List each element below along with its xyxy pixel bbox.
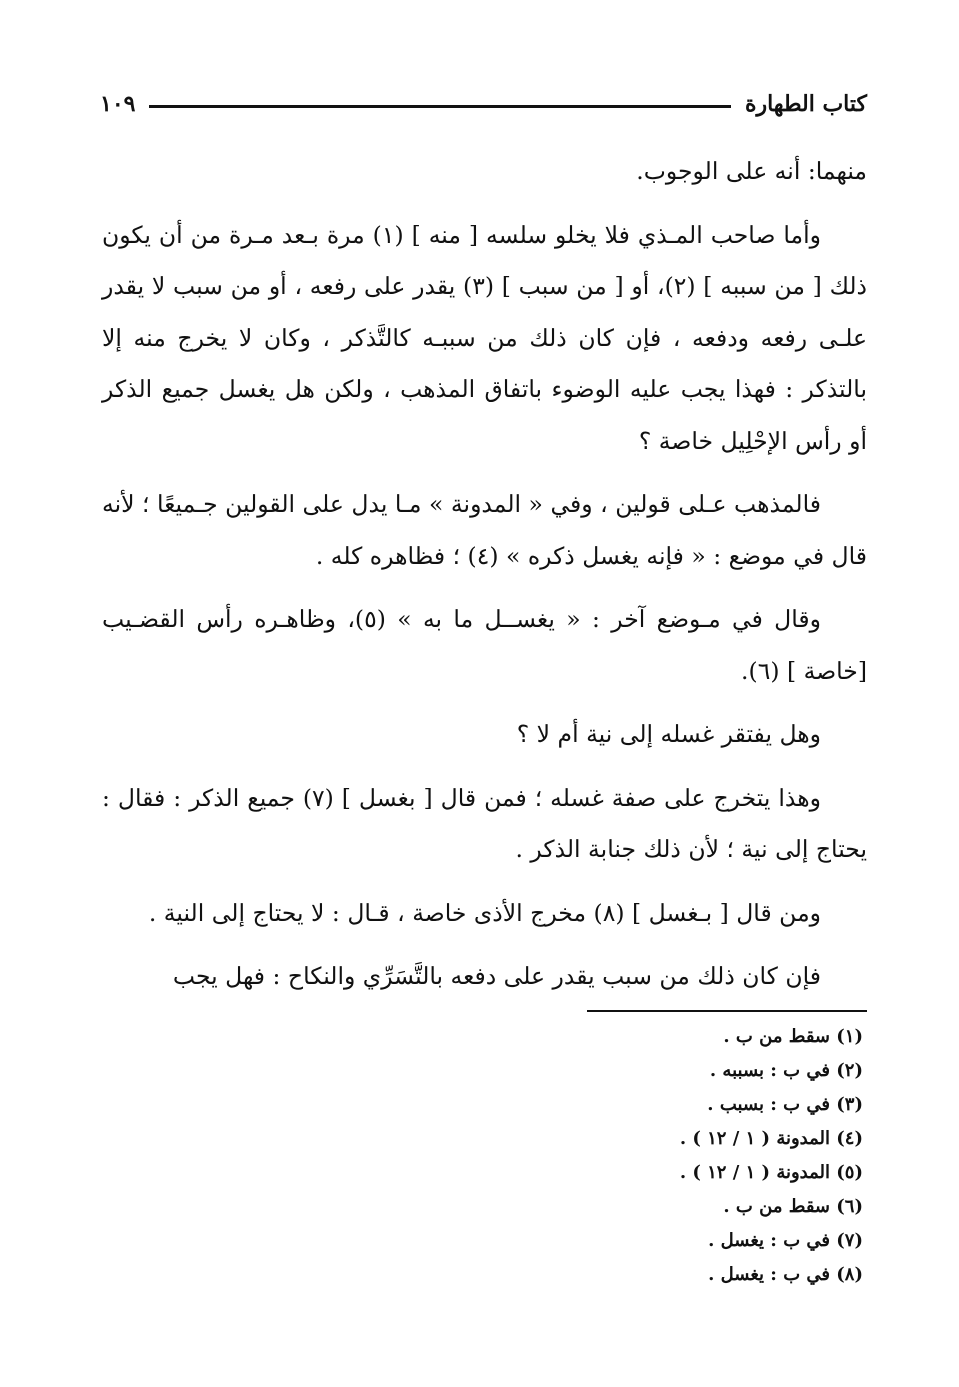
paragraph: وهذا يتخرج على صفة غسله ؛ فمن قال [ بغسل ] (٧) جميع الذكر : فقال : يحتاج إلى نية ؛ لأن ذلك جنابة الذكر . (102, 783, 867, 863)
footnote: (٧) في ب : يغسل . (708, 1230, 863, 1251)
footnote: (٦) سقط من ب . (723, 1196, 863, 1217)
paragraph: فإن كان ذلك من سبب يقدر على دفعه بالتَّسَرِّي والنكاح : فهل يجب (172, 962, 821, 990)
footnote: (٥) المدونة ( ١ / ١٢ ) . (679, 1162, 863, 1183)
footnotes (363, 1020, 863, 1292)
paragraph: فالمذهب عـلى قولين ، وفي « المدونة » مـا يدل على القولين جـميعًا ؛ لأنه قال في موضع : « فإنه يغسل ذكره » (٤) ؛ فظاهره كله . (102, 490, 867, 570)
running-header (100, 86, 867, 122)
header-rule (149, 105, 731, 108)
footnote: (٣) في ب : بسبب . (707, 1094, 863, 1115)
body-text (102, 146, 867, 1015)
footnote: (٨) في ب : يغسل . (708, 1264, 863, 1285)
paragraph: وقال في مـوضع آخر : « يغســل ما به » (٥)، وظاهـره رأس القضـيب [خاصة ] (٦). (102, 605, 867, 685)
paragraph: وأما صاحب المـذي فلا يخلو سلسه [ منه ] (١) مرة بـعد مـرة من أن يكون ذلك [ من سببه ] (٢)، أو [ من سبب ] (٣) يقدر على رفعه ، أو من سبب لا يقدر علـى رفعه ودفعه ، فإن كان ذلك من سببـه كالتَّذكر ، وكان لا يخرج منه إلا بالتذكر : فهذا يجب عليه الوضوء باتفاق المذهب ، ولكن هل يغسل جميع الذكر أو رأس الإحْلِيل خاصة ؟ (102, 220, 867, 455)
page-number: ١٠٩ (100, 91, 136, 117)
footnote: (٢) في ب : بسببه . (709, 1060, 863, 1081)
footnote: (١) سقط من ب . (723, 1026, 863, 1047)
chapter-title: كتاب الطهارة (744, 91, 867, 117)
paragraph: وهل يفتقر غسله إلى نية أم لا ؟ (516, 720, 821, 748)
paragraph: ومن قال [ بـغسل ] (٨) مخرج الأذى خاصة ، قـال : لا يحتاج إلى النية . (148, 898, 821, 927)
paragraph: منهما: أنه على الوجوب. (636, 157, 867, 185)
footnote-separator (587, 1010, 867, 1012)
footnote: (٤) المدونة ( ١ / ١٢ ) . (679, 1128, 863, 1149)
